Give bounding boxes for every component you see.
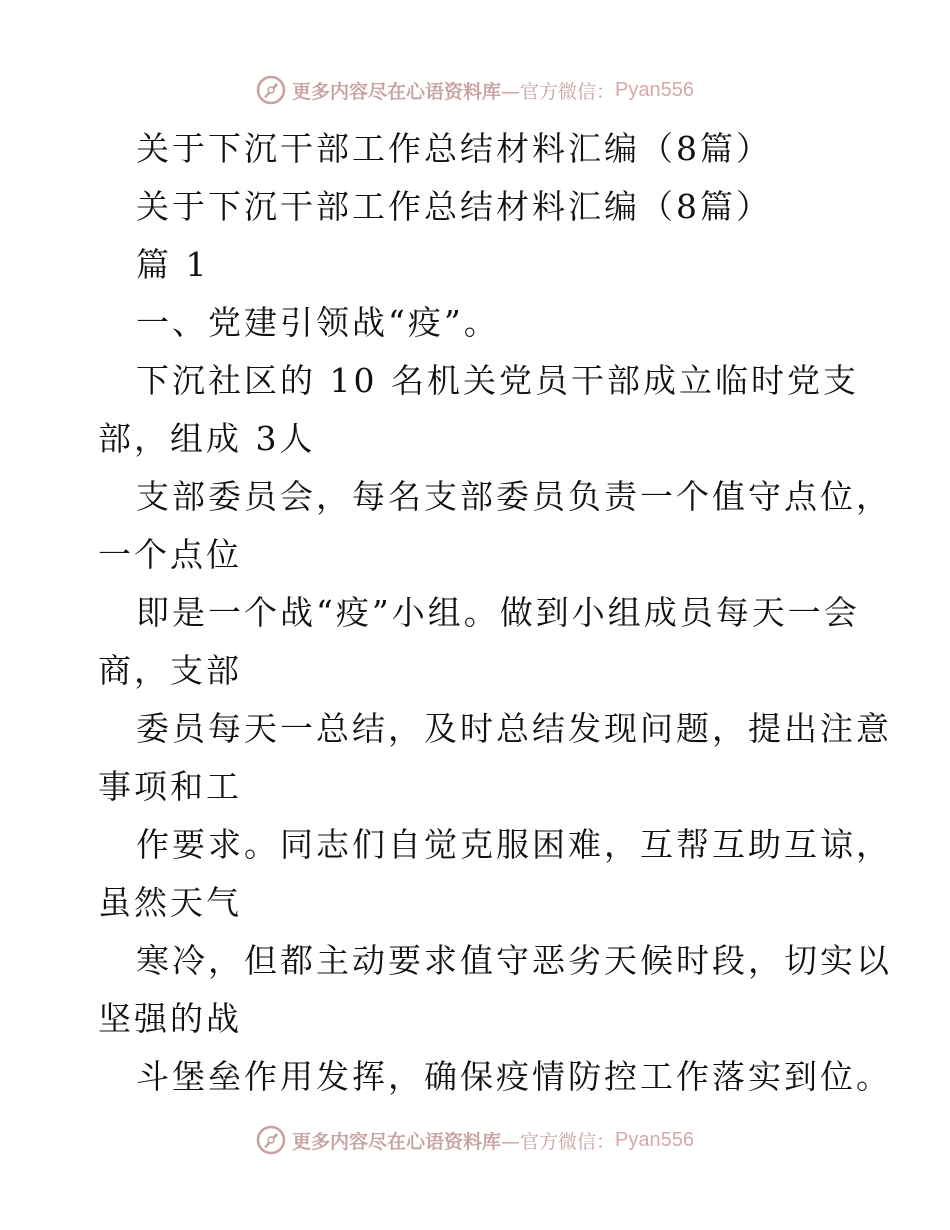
- banner-main-text: 更多内容尽在心语资料库: [292, 1130, 502, 1153]
- text-line: 支部委员会，每名支部委员负责一个值守点位，: [136, 477, 892, 516]
- quill-logo-icon: [256, 75, 286, 105]
- text-line: 寒冷，但都主动要求值守恶劣天候时段，切实以: [136, 941, 892, 980]
- text-line: 下沉社区的 10 名机关党员干部成立临时党支: [136, 361, 859, 400]
- text-line: 一个点位: [98, 535, 242, 574]
- text-line: 关于下沉干部工作总结材料汇编（8篇）: [136, 129, 772, 168]
- banner-sub-text: —官方微信：: [501, 1130, 616, 1153]
- text-line: 委员每天一总结，及时总结发现问题，提出注意: [136, 709, 892, 748]
- text-line: 即是一个战“疫”小组。做到小组成员每天一会: [136, 593, 860, 632]
- text-line: 作要求。同志们自觉克服困难，互帮互助互谅，: [136, 825, 892, 864]
- footer-watermark: [0, 1120, 950, 1160]
- text-line: 虽然天气: [98, 883, 242, 922]
- text-line: 事项和工: [98, 767, 242, 806]
- quill-logo-icon: [256, 1125, 286, 1155]
- text-line: 坚强的战: [98, 999, 242, 1038]
- text-line: 一、党建引领战“疫”。: [136, 303, 500, 342]
- text-line: 商，支部: [98, 651, 242, 690]
- text-line: 斗堡垒作用发挥，确保疫情防控工作落实到位。: [136, 1057, 892, 1096]
- banner-wechat-id: Pyan556: [615, 1128, 694, 1151]
- document-body: [98, 120, 892, 1106]
- header-watermark: [0, 70, 950, 110]
- banner-wechat-id: Pyan556: [615, 78, 694, 101]
- banner-sub-text: —官方微信：: [501, 80, 616, 103]
- text-line: 关于下沉干部工作总结材料汇编（8篇）: [136, 187, 772, 226]
- text-line: 篇 1: [136, 245, 210, 284]
- text-line: 部，组成 3人: [98, 419, 316, 458]
- banner-main-text: 更多内容尽在心语资料库: [292, 80, 502, 103]
